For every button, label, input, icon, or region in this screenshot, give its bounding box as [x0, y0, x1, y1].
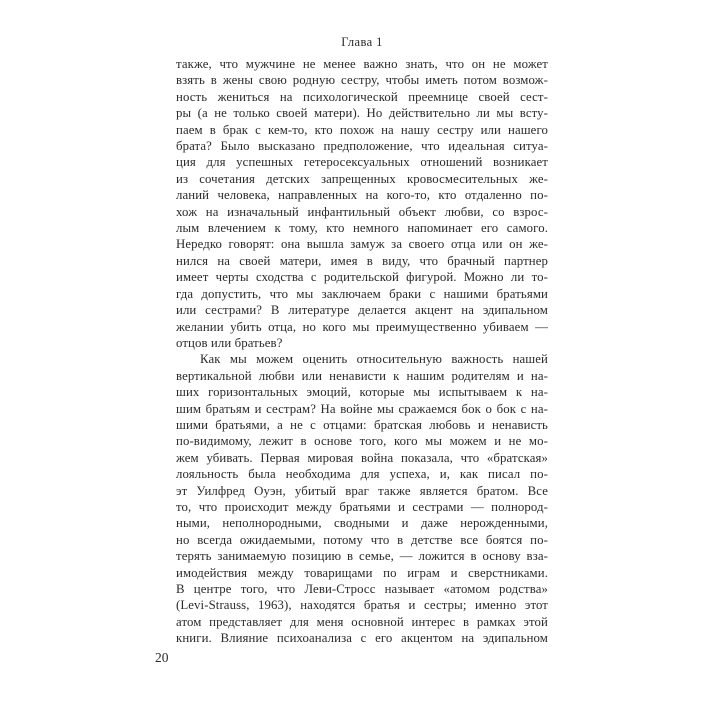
text-line: Нередко говорят: она вышла замуж за своего отца или он же-	[176, 237, 548, 252]
text-line: В центре того, что Леви-Стросс называет «атомом родства»	[176, 582, 548, 596]
text-line: ры (а не только своей матери). Но действительно ли мы всту-	[176, 106, 548, 121]
text-line: жем убивать. Первая мировая война показала, что «братская»	[176, 450, 548, 465]
text-line: Как мы можем оценить относительную важность нашей	[200, 352, 548, 367]
text-line: имодействия между товарищами по играм и сверстниками.	[176, 565, 548, 580]
text-line: шими братьями, а не с отцами: братская любовь и ненависть	[176, 417, 548, 432]
text-line: ших горизонтальных эмоций, которые мы испытываем к на-	[176, 385, 548, 400]
text-line: или сестрами? В литературе делается акцент на эдипальном	[176, 303, 548, 318]
text-line: терять занимаемую позицию в семье, — ложится в основу вза-	[176, 549, 548, 564]
text-line: то, что происходит между братьями и сестрами — полнород-	[176, 499, 548, 514]
text-line: паем в брак с кем-то, кто похож на нашу сестру или нашего	[176, 122, 548, 137]
text-line: из сочетания детских запрещенных кровосмесительных же-	[176, 171, 548, 186]
text-line: атом представляет для меня основной интерес в рамках этой	[176, 614, 548, 629]
text-line: лым влечением к тому, кто немного напоминает его самого.	[176, 221, 548, 236]
text-line: имеет черты сходства с родительской фигурой. Можно ли то-	[176, 270, 548, 285]
text-line: взять в жены свою родную сестру, чтобы иметь потом возмож-	[176, 73, 548, 88]
body-text	[176, 56, 548, 647]
text-line: желании убить отца, но кого мы преимущественно убиваем —	[176, 319, 548, 334]
text-line: лояльность была необходима для успеха, и, как писал по-	[176, 467, 548, 482]
page-number: 20	[155, 650, 169, 665]
text-line: гда допустить, что мы заключаем браки с нашими братьями	[176, 286, 548, 301]
text-line: нился на своей матери, имея в виду, что брачный партнер	[176, 253, 548, 268]
text-line: но всегда ожидаемыми, потому что в детстве все боятся по-	[176, 532, 548, 547]
paragraph	[176, 56, 548, 351]
text-line: по-видимому, лежит в основе того, кого мы можем и не мо-	[176, 434, 548, 449]
text-line: ция для успешных гетеросексуальных отношений возникает	[176, 155, 548, 170]
text-line: отцов или братьев?	[176, 335, 283, 350]
text-line: брата? Было высказано предположение, что идеальная ситуа-	[176, 139, 548, 154]
text-line: ными, неполнородными, сводными и даже нерожденными,	[176, 516, 548, 531]
text-line: хож на изначальный инфантильный объект любви, со взрос-	[176, 204, 548, 219]
text-line: ланий человека, направленных на кого-то, кто отдаленно по-	[176, 188, 548, 203]
text-line: ность жениться на психологической преемнице своей сест-	[176, 89, 548, 104]
chapter-header: Глава 1	[341, 35, 383, 49]
text-line: также, что мужчине не менее важно знать, что он не может	[176, 57, 548, 71]
text-line: (Levi-Strauss, 1963), находятся братья и сестры; именно этот	[176, 598, 548, 613]
text-line: вертикальной любви или ненависти к нашим родителям и на-	[176, 368, 548, 383]
text-line: эт Уилфред Оуэн, убитый враг также является братом. Все	[176, 483, 548, 498]
paragraph	[176, 351, 548, 646]
text-line: книги. Влияние психоанализа с его акцентом на эдипальном	[176, 631, 548, 646]
text-line: шим братьям и сестрам? На войне мы сражаемся бок о бок с на-	[176, 401, 548, 416]
